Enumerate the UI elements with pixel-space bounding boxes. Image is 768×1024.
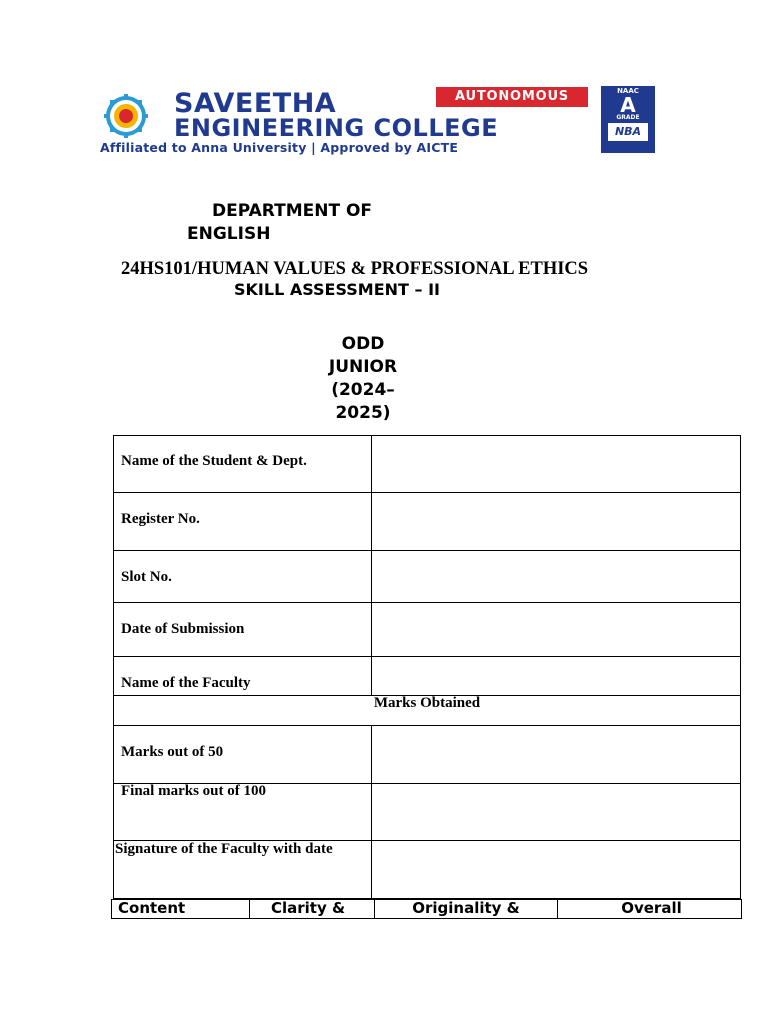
naac-badge — [601, 86, 655, 153]
marks-obtained-header: Marks Obtained — [373, 695, 481, 711]
marks-50-label: Marks out of 50 — [121, 744, 224, 760]
register-number-label: Register No. — [121, 511, 200, 527]
submission-date-field[interactable] — [371, 602, 741, 657]
college-seal-icon — [92, 94, 160, 138]
naac-grade: A — [620, 93, 636, 117]
slot-number-field[interactable] — [371, 550, 741, 603]
slot-number-label: Slot No. — [121, 569, 172, 585]
course-title: 24HS101/HUMAN VALUES & PROFESSIONAL ETHICS — [121, 259, 589, 279]
marks-50-field[interactable] — [371, 725, 741, 784]
submission-date-label: Date of Submission — [121, 621, 245, 637]
student-name-field[interactable] — [371, 435, 741, 493]
naac-grade-label: GRADE — [616, 114, 640, 121]
autonomous-badge: AUTONOMOUS — [436, 87, 588, 107]
rubric-column-originality: Originality & — [375, 900, 558, 918]
rubric-column-clarity: Clarity & — [250, 900, 375, 918]
faculty-signature-label: Signature of the Faculty with date — [115, 841, 333, 857]
final-marks-label: Final marks out of 100 — [121, 783, 267, 799]
rubric-column-overall: Overall — [621, 900, 682, 917]
rubric-column-content: Content — [112, 900, 250, 918]
college-banner — [92, 86, 656, 156]
faculty-name-field[interactable] — [371, 656, 741, 696]
semester-line: JUNIOR — [328, 357, 398, 377]
affiliation-text: Affiliated to Anna University | Approved by AICTE — [100, 140, 459, 155]
final-marks-field[interactable] — [371, 783, 741, 841]
semester-line: ODD — [341, 334, 385, 354]
faculty-signature-field[interactable] — [371, 840, 741, 899]
register-number-field[interactable] — [371, 492, 741, 551]
college-name-line-2: ENGINEERING COLLEGE — [174, 114, 499, 142]
rubric-header-row — [111, 899, 742, 919]
department-title-line-1: DEPARTMENT OF — [212, 201, 373, 221]
nba-logo: NBA — [608, 123, 648, 141]
naac-label: NAAC — [617, 87, 639, 95]
college-name-line-1: SAVEETHA — [174, 88, 337, 119]
assessment-title: SKILL ASSESSMENT – II — [234, 280, 441, 299]
faculty-name-label: Name of the Faculty — [121, 675, 251, 691]
semester-line: 2025) — [335, 403, 391, 423]
semester-line: (2024– — [331, 380, 395, 400]
department-title-line-2: ENGLISH — [187, 224, 271, 244]
student-name-label: Name of the Student & Dept. — [121, 453, 307, 469]
